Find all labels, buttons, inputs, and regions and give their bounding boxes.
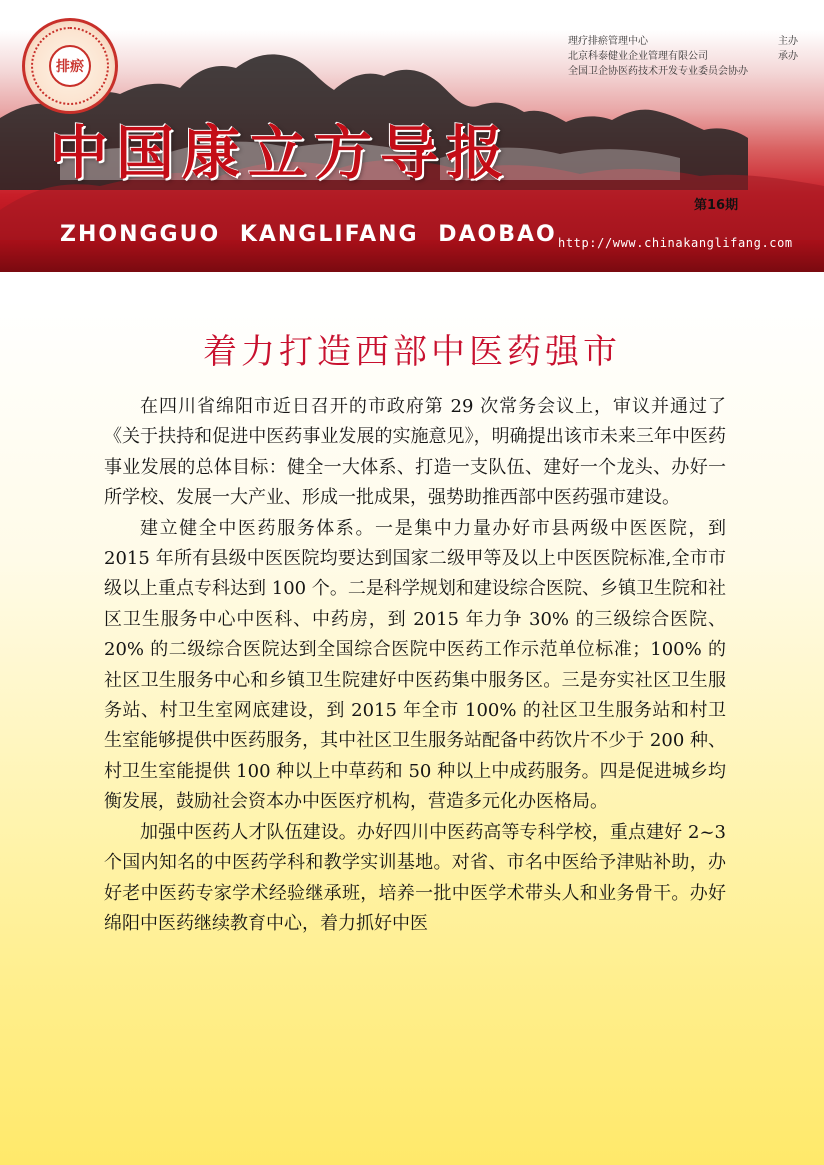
sponsor-role: 承办 — [778, 51, 798, 62]
article-paragraph: 建立健全中医药服务体系。一是集中力量办好市县两级中医医院，到 2015 年所有县级中医医院均要达到国家二级甲等及以上中医医院标准,全市市级以上重点专科达到 100 个。二是科学规划和建设综合医院、乡镇卫生院和社区卫生服务中心中医科、中药房，到 2015 年力争 30% 的三级综合医院、20% 的二级综合医院达到全国综合医院中医药工作示范单位标准；100% 的社区卫生服务中心和乡镇卫生院建好中医药集中服务区。三是夯实社区卫生服务站、村卫生室网底建设，到 2015 年全市 100% 的社区卫生服务站和村卫生室能够提供中医药服务，其中社区卫生服务站配备中药饮片不少于 200 种、村卫生室能提供 100 种以上中草药和 50 种以上中成药服务。四是促进城乡均衡发展，鼓励社会资本办中医医疗机构，营造多元化办医格局。 — [104, 517, 726, 813]
sponsor-role: 主办 — [778, 36, 798, 47]
article-paragraph: 在四川省绵阳市近日召开的市政府第 29 次常务会议上，审议并通过了《关于扶持和促进中医药事业发展的实施意见》，明确提出该市未来三年中医药事业发展的总体目标：健全一大体系、打造一支队伍、建好一个龙头、办好一所学校、发展一大产业、形成一批成果，强势助推西部中医药强市建设。 — [104, 396, 726, 509]
issue-number: 第16期 — [694, 198, 739, 213]
newspaper-subtitle: ZHONGGUO KANGLIFANG DAOBAO — [60, 222, 557, 247]
sponsor-line — [568, 64, 798, 79]
masthead — [0, 0, 824, 272]
sponsor-list — [568, 34, 798, 79]
logo-mark: 排瘀 — [49, 45, 91, 87]
sponsor-line — [568, 34, 798, 49]
newspaper-title: 中国康立方导报 — [50, 119, 513, 187]
article-headline: 着力打造西部中医药强市 — [203, 332, 621, 372]
article-paragraph: 加强中医药人才队伍建设。办好四川中医药高等专科学校，重点建好 2~3 个国内知名的中医药学科和教学实训基地。对省、市名中医给予津贴补助，办好老中医药专家学术经验继承班，培养一批中医学术带头人和业务骨干。办好绵阳中医药继续教育中心，着力抓好中医 — [104, 821, 726, 934]
sponsor-org: 理疗排瘀管理中心 — [568, 36, 648, 47]
newspaper-logo — [22, 18, 118, 114]
sponsor-line — [568, 49, 798, 64]
article-body — [104, 392, 726, 939]
sponsor-org: 全国卫企协医药技术开发专业委员会协办 — [568, 66, 748, 77]
website-url: http://www.chinakanglifang.com — [558, 236, 793, 250]
sponsor-org: 北京科泰健业企业管理有限公司 — [568, 51, 708, 62]
